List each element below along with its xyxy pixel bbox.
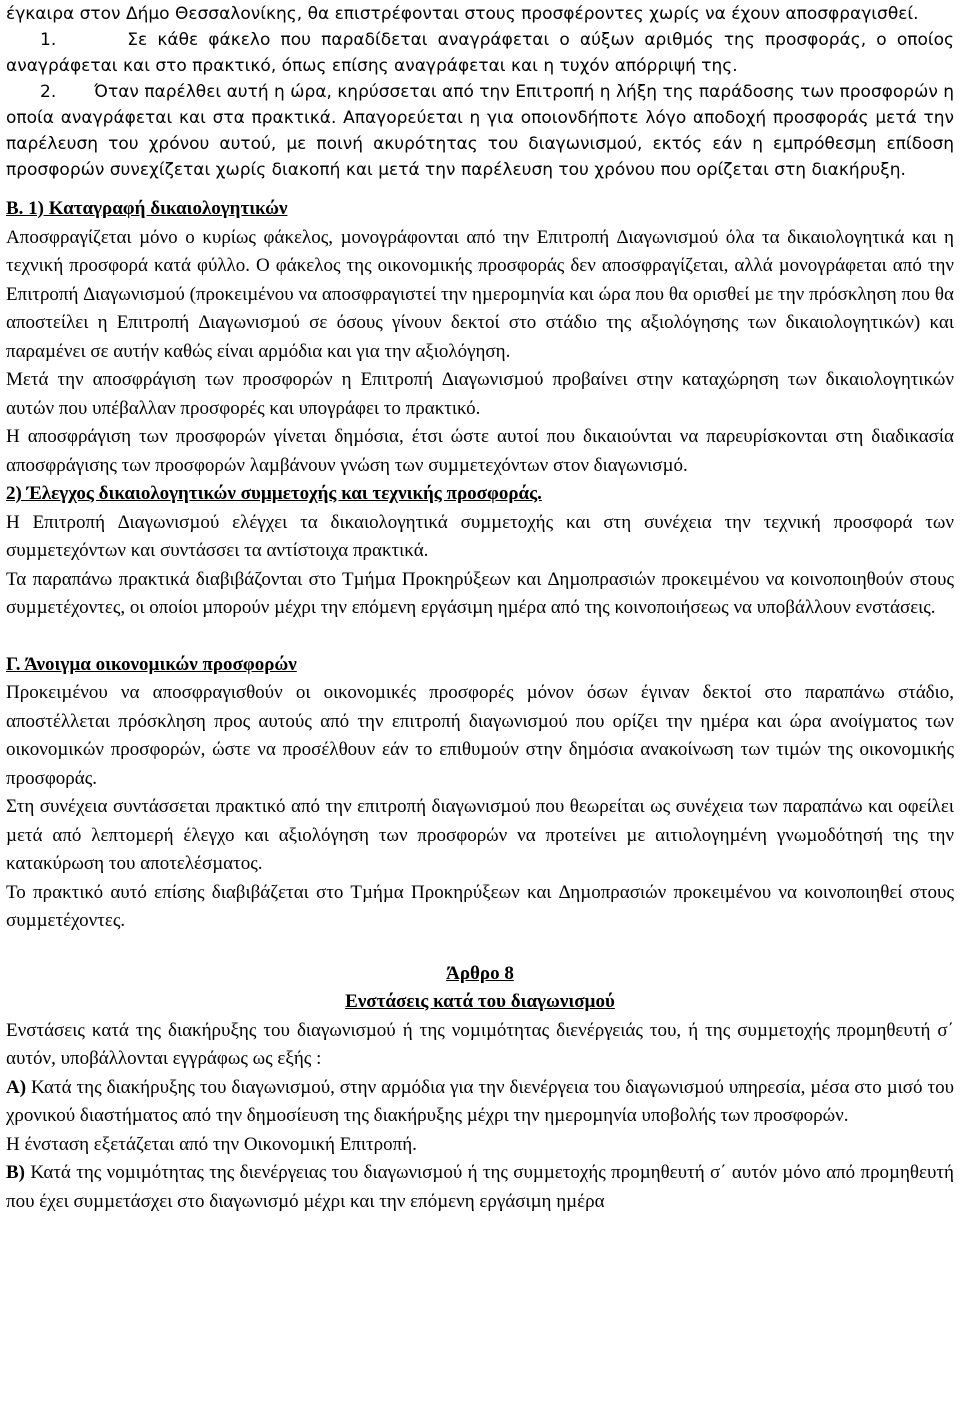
numbered-item-2: [6, 79, 954, 183]
article-8-paragraph-1: Ενστάσεις κατά της διακήρυξης του διαγωνισµού ή της νοµιµότητας διενέργειάς του, ή της συµµετοχής προµηθευτή σ΄ αυτόν, υποβάλλονται εγγράφως ως εξής :: [6, 1019, 954, 1069]
item-2-text: Όταν παρέλθει αυτή η ώρα, κηρύσσεται από την Επιτροπή η λήξη της παράδοσης των προσφορών η οποία αναγράφεται και στα πρακτικά. Απαγορεύεται η για οποιονδήποτε λόγο αποδοχή προσφοράς µετά την παρέλευση του χρόνου αυτού, µε ποινή ακυρότητας του διαγωνισµού, εκτός εάν η εµπρόθεσµη επίδοση προσφορών συνεχίζεται χωρίς διακοπή και µετά την παρέλευση του χρόνου που ορίζεται στη διακήρυξη.: [6, 82, 955, 180]
procedure-section: [6, 0, 954, 183]
item-2-number: 2.: [40, 82, 57, 102]
item-a-label: Α): [6, 1076, 27, 1098]
spacer: [6, 936, 954, 960]
section-g-paragraph-2: Στη συνέχεια συντάσσεται πρακτικό από την επιτροπή διαγωνισµού που θεωρείται ως συνέχεια των παραπάνω και οφείλει µετά από λεπτοµερή έλεγχο και αξιολόγηση των προσφορών να προτείνει µε αιτιολογηµένη γνωµοδότησή της την κατακύρωση του αποτελέσµατος.: [6, 796, 954, 874]
section-b-heading: Β. 1) Καταγραφή δικαιολογητικών: [6, 198, 288, 219]
spacer: [6, 623, 954, 651]
section-g-heading: Γ. Άνοιγµα οικονοµικών προσφορών: [6, 653, 297, 675]
section-b: [6, 195, 954, 623]
section-b-subheading: 2) Έλεγχος δικαιολογητικών συµµετοχής και τεχνικής προσφοράς.: [6, 483, 542, 504]
article-8: [6, 960, 954, 1217]
section-g-paragraph-3: Το πρακτικό αυτό επίσης διαβιβάζεται στο Τµήµα Προκηρύξεων και ∆ηµοπρασιών προκειµένου να κοινοποιηθεί στους συµµετέχοντες.: [6, 881, 954, 931]
item-1-text: Σε κάθε φάκελο που παραδίδεται αναγράφεται ο αύξων αριθµός της προσφοράς, ο οποίος αναγράφεται και στο πρακτικό, όπως επίσης αναγράφεται και η τυχόν απόρριψή της.: [6, 30, 955, 76]
article-number: Άρθρο 8: [446, 962, 514, 984]
item-b-text: Κατά της νοµιµότητας της διενέργειας του διαγωνισµού ή της συµµετοχής προµηθευτή σ΄ αυτόν µόνο από προµηθευτή που έχει συµµετάσχει στο διαγωνισµό µέχρι και την επόµενη εργάσιµη ηµέρα: [6, 1162, 954, 1212]
section-b-paragraph-4: Η Επιτροπή ∆ιαγωνισµού ελέγχει τα δικαιολογητικά συµµετοχής και στη συνέχεια την τεχνική προσφορά των συµµετεχόντων και συντάσσει τα αντίστοιχα πρακτικά.: [6, 511, 954, 561]
section-b-paragraph-1: Αποσφραγίζεται µόνο ο κυρίως φάκελος, µονογράφονται από την Επιτροπή ∆ιαγωνισµού όλα τα δικαιολογητικά και η τεχνική προσφορά κατά φύλλο. Ο φάκελος της οικονοµικής προσφοράς δεν αποσφραγίζεται, αλλά µονογράφεται από την Επιτροπή ∆ιαγωνισµού (προκειµένου να αποσφραγιστεί την ηµεροµηνία και ώρα που θα ορισθεί µε την πρόσκληση που θα αποστείλει η Επιτροπή ∆ιαγωνισµού σε όσους γίνουν δεκτοί στο στάδιο της αξιολόγησης των δικαιολογητικών) και παραµένει σε αυτήν καθώς είναι αρµόδια και για την αξιολόγηση.: [6, 226, 954, 362]
section-g-paragraph-1: Προκειµένου να αποσφραγισθούν οι οικονοµικές προσφορές µόνον όσων έγιναν δεκτοί στο παραπάνω στάδιο, αποστέλλεται πρόσκληση προς αυτούς από την επιτροπή διαγωνισµού που ορίζει την ηµέρα και ώρα ανοίγµατος των οικονοµικών προσφορών, ώστε να προσέλθουν εάν το επιθυµούν στην δηµόσια ανακοίνωση των τιµών της οικονοµικής προσφοράς.: [6, 682, 954, 789]
section-b-paragraph-3: Η αποσφράγιση των προσφορών γίνεται δηµόσια, έτσι ώστε αυτοί που δικαιούνται να παρευρίσκονται στη διαδικασία αποσφράγισης των προσφορών λαµβάνουν γνώση των συµµετεχόντων στον διαγωνισµό.: [6, 426, 954, 476]
item-a-text: Κατά της διακήρυξης του διαγωνισµού, στην αρµόδια για την διενέργεια του διαγωνισµού υπηρεσία, µέσα στο µισό του χρονικού διαστήµατος από την δηµοσίευση της διακήρυξης µέχρι την ηµεροµηνία υποβολής των προσφορών.: [6, 1076, 954, 1126]
article-8-item-a: [6, 1074, 954, 1131]
spacer: [6, 183, 954, 195]
numbered-item-1: [6, 27, 954, 79]
item-b-label: Β): [6, 1162, 25, 1183]
article-8-item-b: [6, 1159, 954, 1216]
intro-continuation: έγκαιρα στον Δήμο Θεσσαλονίκης, θα επιστρέφονται στους προσφέροντες χωρίς να έχουν αποσφραγισθεί.: [6, 4, 919, 24]
article-8-note: Η ένσταση εξετάζεται από την Οικονοµική Επιτροπή.: [6, 1133, 417, 1155]
section-b-paragraph-2: Μετά την αποσφράγιση των προσφορών η Επιτροπή ∆ιαγωνισµού προβαίνει στην καταχώρηση των δικαιολογητικών αυτών που υπέβαλλαν προσφορές και υπογράφει το πρακτικό.: [6, 369, 954, 419]
article-title: Ενστάσεις κατά του διαγωνισµού: [345, 991, 615, 1012]
section-b-paragraph-5: Τα παραπάνω πρακτικά διαβιβάζονται στο Τµήµα Προκηρύξεων και ∆ηµοπρασιών προκειµένου να κοινοποιηθούν στους συµµετέχοντες, οι οποίοι µπορούν µέχρι την επόµενη εργάσιµη ηµέρα από της κοινοποιήσεως να υποβάλλουν ενστάσεις.: [6, 568, 954, 618]
item-1-number: 1.: [40, 30, 57, 50]
section-g: [6, 651, 954, 936]
